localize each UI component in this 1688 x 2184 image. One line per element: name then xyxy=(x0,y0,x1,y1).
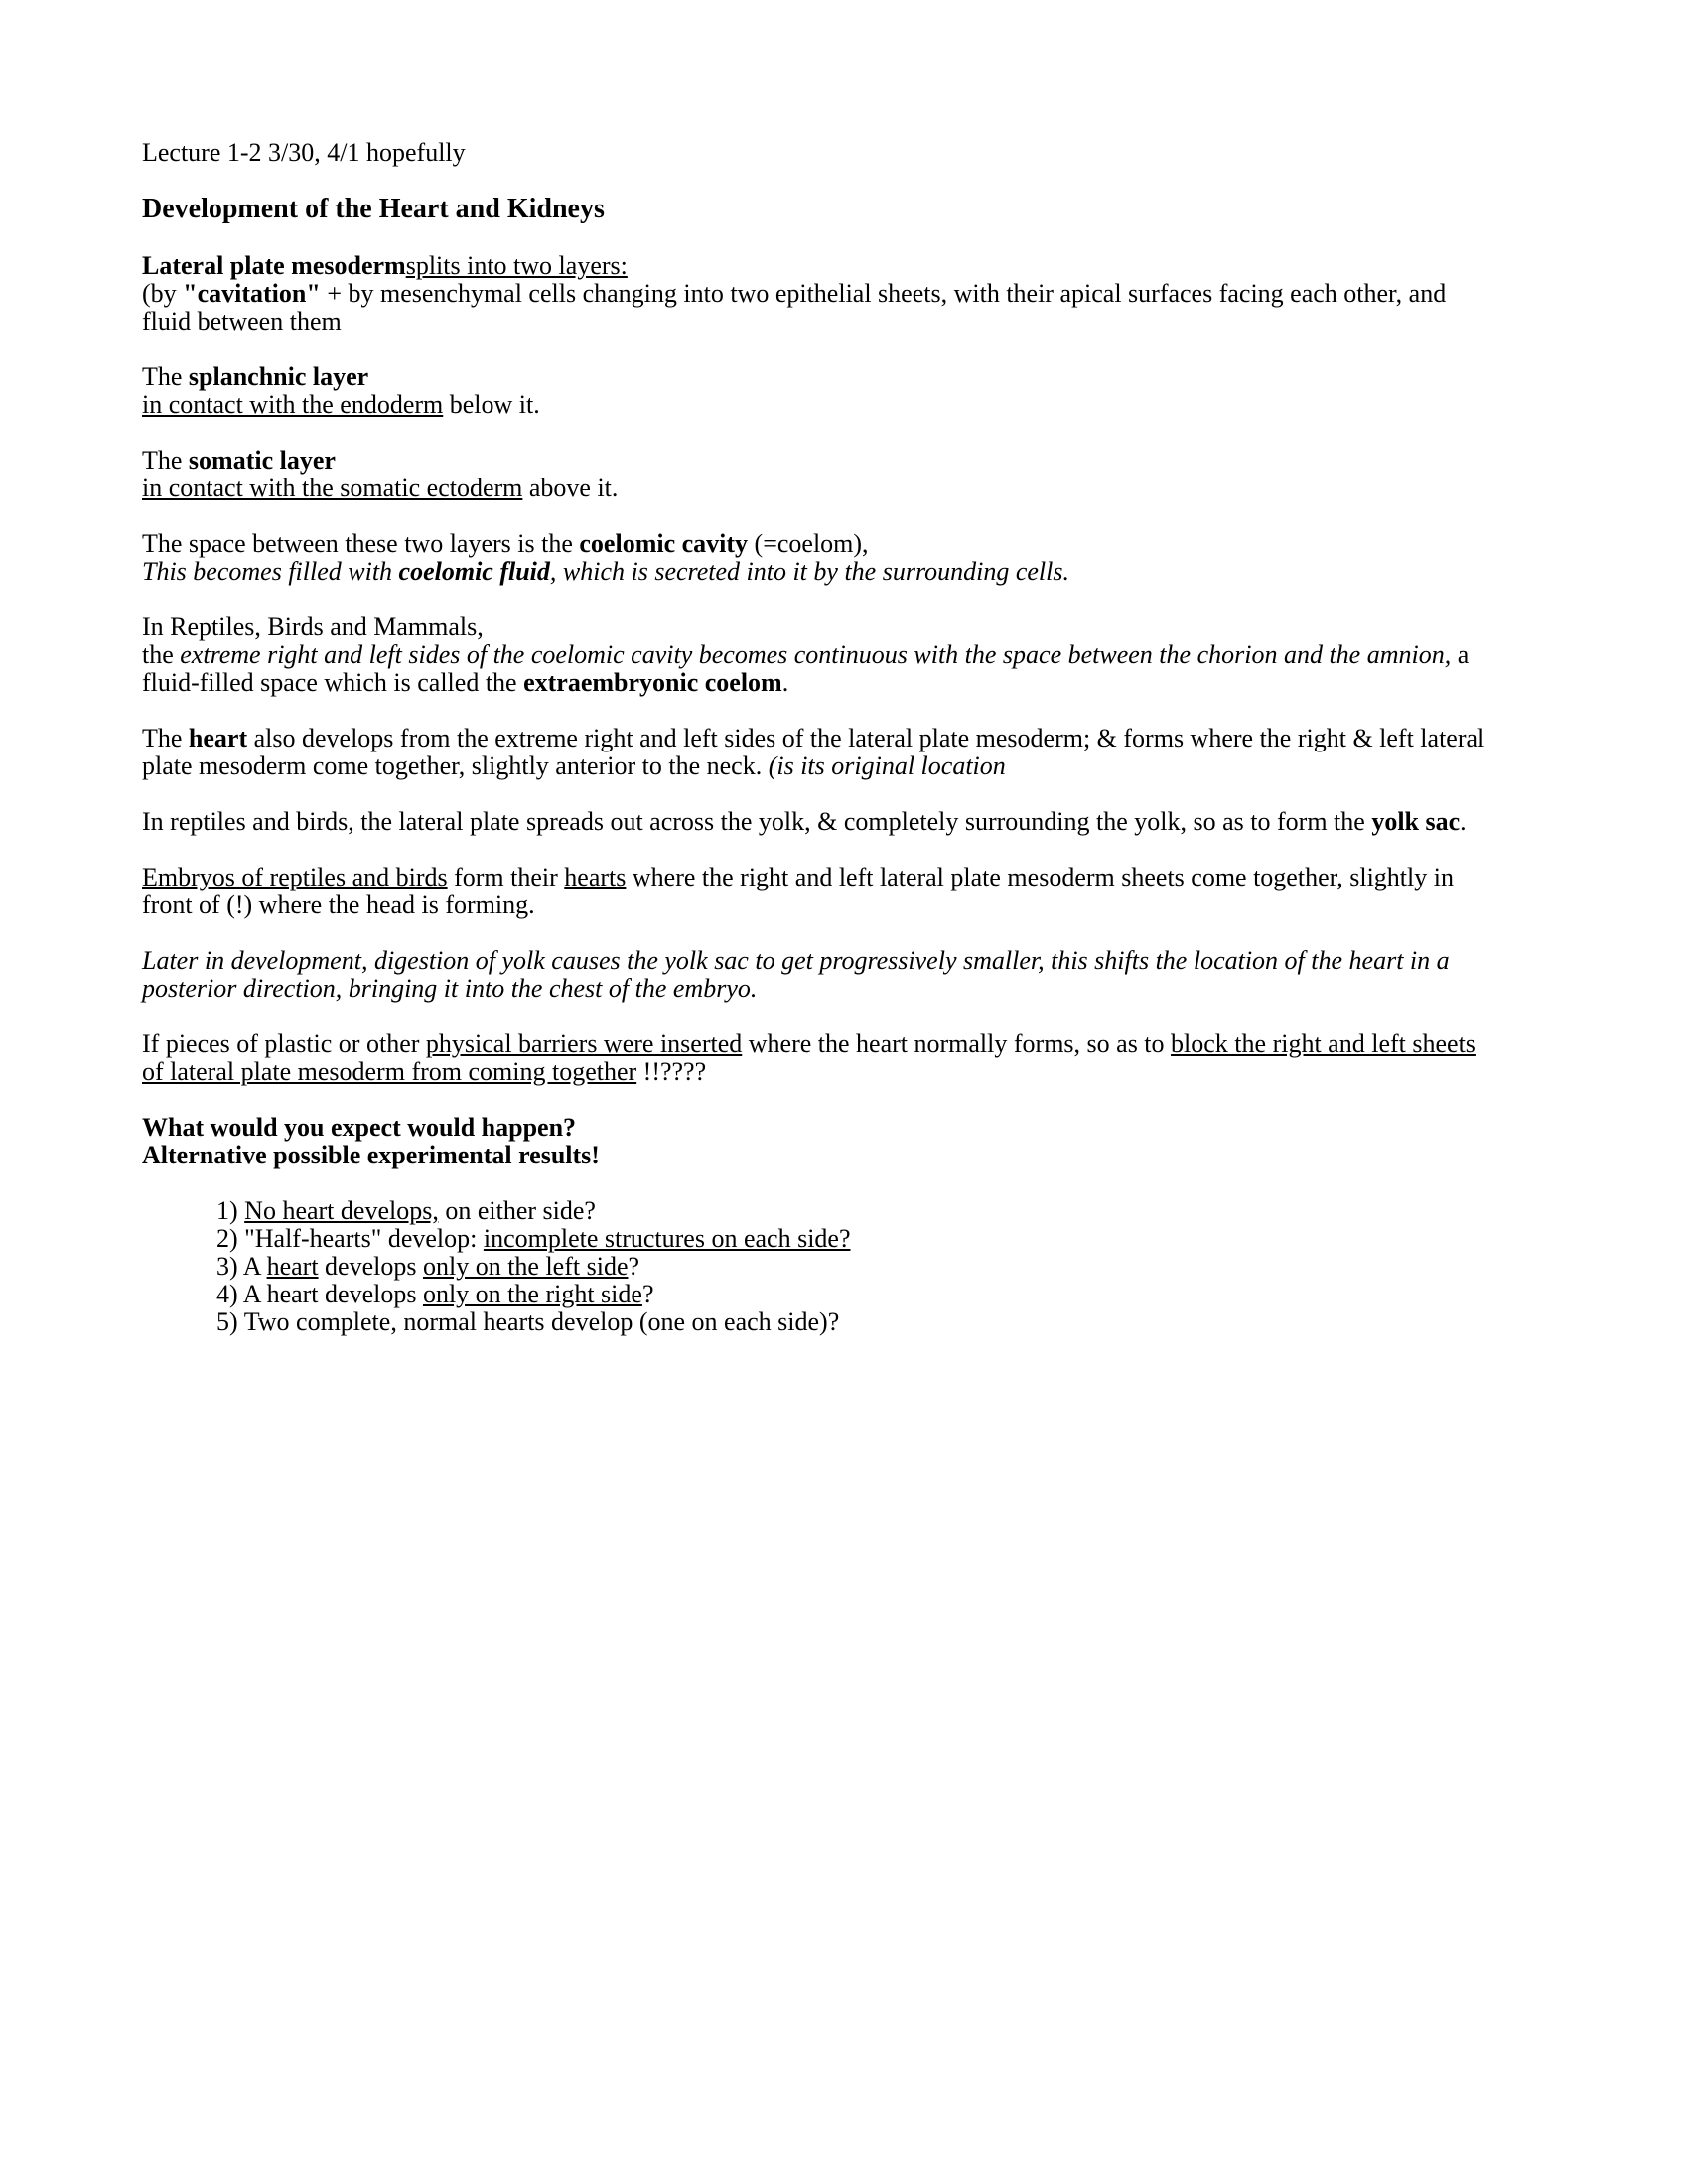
text-run: form their xyxy=(447,863,565,891)
text-run: . xyxy=(1460,807,1467,836)
splanchnic-layer-paragraph xyxy=(142,363,1494,419)
text-run: The xyxy=(142,724,189,752)
document-body xyxy=(142,139,1494,1336)
text-run: hearts xyxy=(564,863,627,891)
text-run: Later in development, digestion of yolk causes the yolk sac to get progressively smaller, this shifts the location of the heart in a posterior direction, bringing it into the chest of the embryo. xyxy=(142,946,1450,1003)
text-run: where the right and left lateral plate mesoderm sheets come together, slightly in front of (!) where the head is forming. xyxy=(142,863,1454,919)
text-run: , which is secreted into it by the surrounding cells. xyxy=(549,557,1069,586)
text-run: where the heart normally forms, so as to xyxy=(742,1029,1172,1058)
text-run: in contact with the somatic ectoderm xyxy=(142,474,523,502)
text-run: below it. xyxy=(443,390,540,419)
text-run: The space between these two layers is the xyxy=(142,529,580,558)
text-run: "cavitation" xyxy=(183,279,321,308)
text-run: splanchnic layer xyxy=(188,362,369,391)
text-run: (=coelom), xyxy=(748,529,869,558)
text-run: only on the right side xyxy=(422,1280,642,1308)
extraembryonic-coelom-paragraph xyxy=(142,614,1494,697)
text-run: This becomes filled with xyxy=(142,557,399,586)
text-run: In Reptiles, Birds and Mammals, xyxy=(142,613,484,641)
text-run: heart xyxy=(188,724,248,752)
yolk-sac-paragraph xyxy=(142,808,1494,836)
text-run: somatic layer xyxy=(188,446,336,475)
lecture-info-line xyxy=(142,139,1494,167)
coelomic-cavity-paragraph xyxy=(142,530,1494,586)
text-run: !!???? xyxy=(636,1057,707,1086)
text-run: extraembryonic coelom xyxy=(523,668,782,697)
barriers-paragraph xyxy=(142,1030,1494,1086)
results-list xyxy=(142,1197,1494,1336)
text-run: Embryos of reptiles and birds xyxy=(142,863,448,891)
text-run: If pieces of plastic or other xyxy=(142,1029,426,1058)
text-run: 5) Two complete, normal hearts develop (one on each side)? xyxy=(216,1307,840,1336)
text-run: yolk sac xyxy=(1371,807,1461,836)
text-run: What would you expect would happen? xyxy=(142,1113,577,1142)
question-heading xyxy=(142,1114,1494,1169)
text-run: 4) A heart develops xyxy=(216,1280,423,1308)
text-run: 2) "Half-hearts" develop: xyxy=(216,1224,484,1253)
text-run: + by mesenchymal cells changing into two epithelial sheets, with their apical surfaces facing each other, and fluid between them xyxy=(142,279,1447,336)
text-run: 1) xyxy=(216,1196,245,1225)
text-run: physical barriers were inserted xyxy=(425,1029,743,1058)
text-run: The xyxy=(142,362,189,391)
text-run: Lateral plate mesoderm xyxy=(142,251,406,280)
text-run: only on the left side xyxy=(422,1252,629,1281)
text-run: 3) A xyxy=(216,1252,267,1281)
text-run: the xyxy=(142,640,181,669)
text-run: Alternative possible experimental results! xyxy=(142,1141,600,1169)
text-run: coelomic fluid xyxy=(398,557,550,586)
text-run: a fluid-filled space which is called the xyxy=(142,640,1470,697)
text-run: The xyxy=(142,446,189,475)
text-run: . xyxy=(781,668,789,697)
text-run: Development of the Heart and Kidneys xyxy=(142,194,605,224)
text-run: No heart develops, xyxy=(244,1196,439,1225)
main-heading xyxy=(142,195,1494,224)
text-run: extreme right and left sides of the coelomic cavity becomes continuous with the space between the chorion and the amnion, xyxy=(180,640,1452,669)
text-run: incomplete structures on each side? xyxy=(483,1224,851,1253)
text-run: ? xyxy=(641,1280,654,1308)
somatic-layer-paragraph xyxy=(142,447,1494,502)
text-run: block the right and left sheets of lateral plate mesoderm from coming together xyxy=(142,1029,1476,1086)
text-run: In reptiles and birds, the lateral plate spreads out across the yolk, & completely surrounding the yolk, so as to form the xyxy=(142,807,1372,836)
text-run: develops xyxy=(318,1252,423,1281)
text-run: Lecture 1-2 3/30, 4/1 hopefully xyxy=(142,138,466,167)
lateral-plate-paragraph xyxy=(142,252,1494,336)
heart-development-paragraph xyxy=(142,725,1494,780)
text-run: also develops from the extreme right and left sides of the lateral plate mesoderm; & forms where the right & left lateral plate mesoderm come together, slightly anterior to the neck. xyxy=(142,724,1485,780)
text-run: splits into two layers: xyxy=(405,251,628,280)
text-run: heart xyxy=(266,1252,319,1281)
text-run: coelomic cavity xyxy=(579,529,749,558)
text-run: on either side? xyxy=(438,1196,596,1225)
text-run: (by xyxy=(142,279,184,308)
text-run: in contact with the endoderm xyxy=(142,390,444,419)
text-run: (is its original location xyxy=(768,751,1006,780)
text-run: ? xyxy=(628,1252,640,1281)
later-development-paragraph xyxy=(142,947,1494,1003)
text-run: above it. xyxy=(522,474,619,502)
embryos-paragraph xyxy=(142,864,1494,919)
